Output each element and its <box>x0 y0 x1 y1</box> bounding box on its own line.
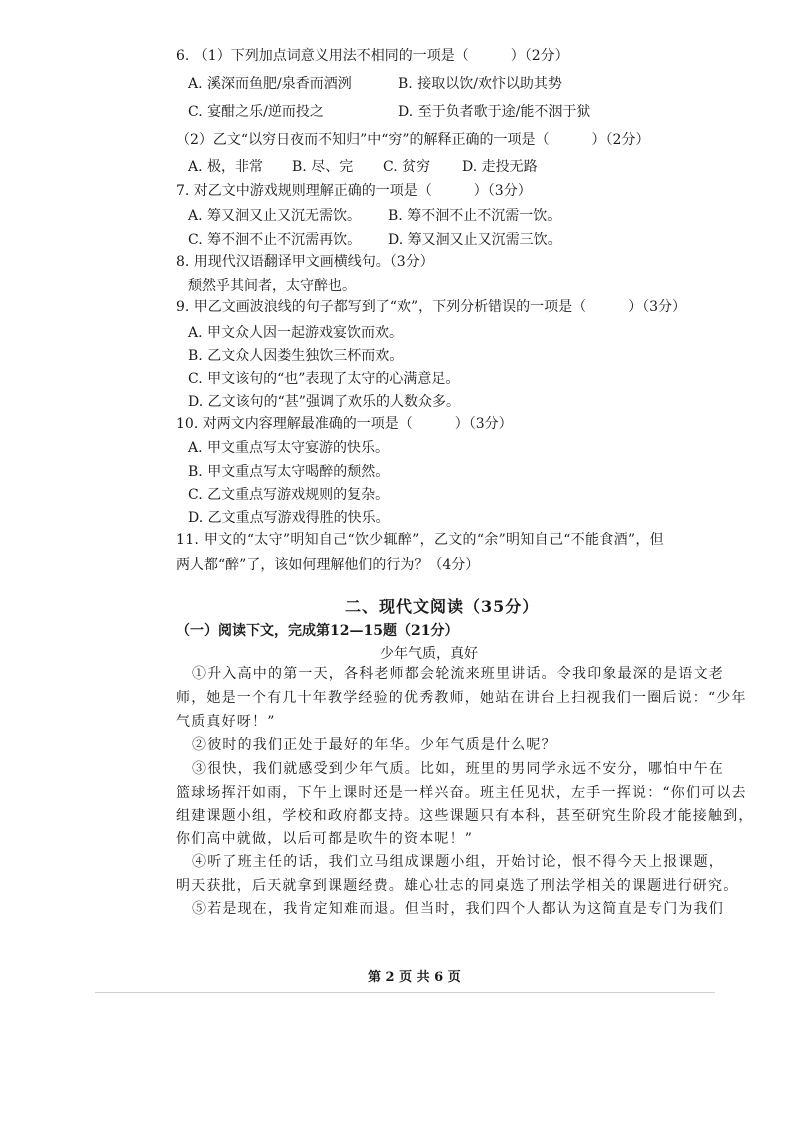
section-subtitle: （一）阅读下文，完成第12—15题（21分） <box>176 623 459 639</box>
q6-sub2-option-c: C. 贫穷 <box>383 159 431 175</box>
essay-line: ③很快，我们就感受到少年气质。比如，班里的男同学永远不安分，哪怕中午在 <box>192 761 724 777</box>
q6-option-d: D. 至于负者歌于途/能不洇于狱 <box>398 104 591 120</box>
essay-line: ⑤若是现在，我肯定知难而退。但当时，我们四个人都认为这简直是专门为我们 <box>192 901 724 917</box>
q6-sub2-option-d: D. 走投无路 <box>462 159 538 175</box>
page-number: 第 2 页 共 6 页 <box>368 970 461 985</box>
q9-stem: 9. 甲乙文画波浪线的句子都写到了“欢”，下列分析错误的一项是（ ）（3分） <box>176 299 687 315</box>
q7-option-a: A. 筹又洄又止又沉无需饮。 <box>188 208 362 224</box>
q6-sub2-option-a: A. 极，非常 <box>188 159 264 175</box>
essay-line: 明天获批，后天就拿到课题经费。雄心壮志的同桌选了刑法学相关的课题进行研究。 <box>176 878 739 894</box>
essay-line: 气质真好呀！” <box>176 714 276 730</box>
q10-option-a: A. 甲文重点写太守宴游的快乐。 <box>188 440 390 456</box>
q7-stem: 7. 对乙文中游戏规则理解正确的一项是（ ）（3分） <box>176 183 532 199</box>
q10-option-d: D. 乙文重点写游戏得胜的快乐。 <box>188 510 390 526</box>
q10-option-c: C. 乙文重点写游戏规则的复杂。 <box>188 487 390 503</box>
q11-line2: 两人都“醉”了，该如何理解他们的行为？（4分） <box>176 557 480 573</box>
q8-sentence: 颓然乎其间者，太守醉也。 <box>188 278 356 294</box>
section-title: 二、现代文阅读（35分） <box>345 597 540 616</box>
q6-stem: 6. （1）下列加点词意义用法不相同的一项是（ ）（2分） <box>176 48 569 64</box>
q6-option-a: A. 溪深而鱼肥/泉香而酒洌 <box>188 76 352 92</box>
q7-option-c: C. 筹不洄不止不沉需再饮。 <box>188 232 362 248</box>
essay-line: 组建课题小组，学校和政府都支持。这些课题只有本科，甚至研究生阶段才能接触到， <box>176 808 754 824</box>
essay-line: 篮球场挥汗如雨，下午上课时还是一样兴奋。班主任见状，左手一挥说：“你们可以去 <box>176 785 747 801</box>
q9-option-d: D. 乙文该句的“甚”强调了欢乐的人数众多。 <box>188 394 460 410</box>
q6-option-b: B. 接取以饮/欢忭以助其势 <box>398 76 562 92</box>
q7-option-b: B. 筹不洄不止不沉需一饮。 <box>388 208 562 224</box>
q9-option-b: B. 乙文众人因娄生独饮三杯而欢。 <box>188 348 404 364</box>
q6-sub2-option-b: B. 尽、完 <box>292 159 354 175</box>
q6-option-c: C. 宴酣之乐/逆而投之 <box>188 104 324 120</box>
q8-stem: 8. 用现代汉语翻译甲文画横线句。（3分） <box>176 254 434 270</box>
q11-line1: 11. 甲文的“太守”明知自己“饮少辄醉”，乙文的“余”明知自己“不能食酒”，但 <box>176 532 664 548</box>
q9-option-a: A. 甲文众人因一起游戏宴饮而欢。 <box>188 325 404 341</box>
essay-line: 师，她是一个有几十年教学经验的优秀教师，她站在讲台上扫视我们一圈后说：“少年 <box>176 690 747 706</box>
essay-line: 你们高中就做，以后可都是吹牛的资本呢！” <box>176 831 474 847</box>
q9-option-c: C. 甲文该句的“也”表现了太守的心满意足。 <box>188 371 460 387</box>
footer-divider <box>95 992 715 993</box>
essay-line: ②彼时的我们正处于最好的年华。少年气质是什么呢？ <box>192 737 557 753</box>
q7-option-d: D. 筹又洄又止又沉需三饮。 <box>388 232 562 248</box>
q6-sub2-stem: （2）乙文“以穷日夜而不知归”中“穷”的解释正确的一项是（ ）（2分） <box>176 132 650 148</box>
q10-stem: 10. 对两文内容理解最准确的一项是（ ）（3分） <box>176 416 513 432</box>
essay-title: 少年气质，真好 <box>380 646 478 662</box>
essay-line: ①升入高中的第一天，各科老师都会轮流来班里讲话。令我印象最深的是语文老 <box>192 666 724 682</box>
essay-line: ④听了班主任的话，我们立马组成课题小组，开始讨论，恨不得今天上报课题， <box>192 854 724 870</box>
q10-option-b: B. 甲文重点写太守喝醉的颓然。 <box>188 464 390 480</box>
